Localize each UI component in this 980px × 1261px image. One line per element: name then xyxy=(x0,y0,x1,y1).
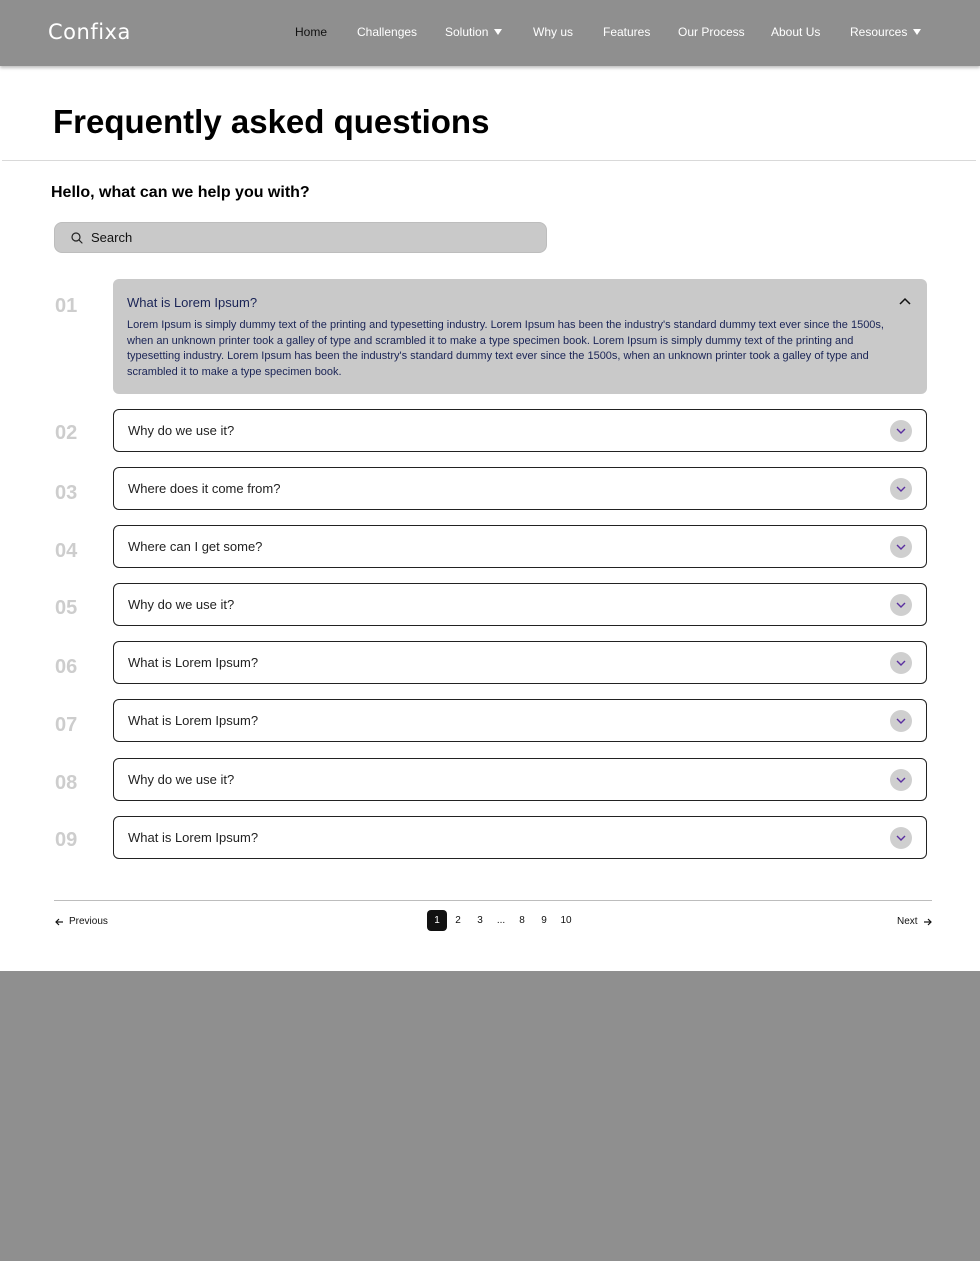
faq-question: What is Lorem Ipsum? xyxy=(128,713,259,728)
faq-number: 01 xyxy=(55,295,78,317)
previous-label: Previous xyxy=(69,916,108,927)
arrow-left-icon xyxy=(55,918,64,926)
faq-question: Where can I get some? xyxy=(128,539,263,554)
nav-item-home[interactable] xyxy=(295,25,327,39)
expand-button[interactable] xyxy=(890,827,912,849)
faq-item[interactable] xyxy=(113,699,927,742)
brand-logo[interactable]: Confixa xyxy=(48,20,131,44)
divider xyxy=(2,160,976,161)
expand-button[interactable] xyxy=(890,769,912,791)
nav-item-our-process[interactable] xyxy=(678,25,745,39)
expand-button[interactable] xyxy=(890,420,912,442)
expand-button[interactable] xyxy=(890,478,912,500)
faq-question: Why do we use it? xyxy=(128,772,235,787)
expand-button[interactable] xyxy=(890,652,912,674)
arrow-right-icon xyxy=(923,918,932,926)
page-title: Frequently asked questions xyxy=(53,103,490,140)
help-heading: Hello, what can we help you with? xyxy=(51,184,310,201)
nav-item-label: Challenges xyxy=(357,25,418,39)
faq-item-expanded xyxy=(113,279,927,394)
nav-item-label: About Us xyxy=(771,25,821,39)
expand-button[interactable] xyxy=(890,536,912,558)
chevron-down-icon xyxy=(896,718,906,724)
chevron-down-icon xyxy=(896,544,906,550)
faq-number: 09 xyxy=(55,829,78,851)
chevron-down-icon xyxy=(896,486,906,492)
previous-page-button[interactable] xyxy=(55,916,108,927)
nav-item-label: Solution xyxy=(445,25,489,39)
faq-question: Why do we use it? xyxy=(128,597,235,612)
chevron-down-icon xyxy=(896,602,906,608)
top-navbar xyxy=(0,0,980,66)
nav-item-label: Features xyxy=(603,25,651,39)
faq-item[interactable] xyxy=(113,467,927,510)
caret-down-icon xyxy=(913,29,921,35)
faq-item[interactable] xyxy=(113,525,927,568)
nav-item-resources[interactable] xyxy=(850,25,921,39)
page-button-10[interactable]: 10 xyxy=(560,915,572,926)
faq-item[interactable] xyxy=(113,641,927,684)
faq-question: Why do we use it? xyxy=(128,423,235,438)
faq-question[interactable]: What is Lorem Ipsum? xyxy=(127,295,258,310)
expand-button[interactable] xyxy=(890,710,912,732)
page-button-1[interactable]: 1 xyxy=(427,910,447,931)
page-button-8[interactable]: 8 xyxy=(519,915,525,926)
faq-question: Where does it come from? xyxy=(128,481,281,496)
search-icon xyxy=(71,232,83,244)
page-button-3[interactable]: 3 xyxy=(477,915,483,926)
next-label: Next xyxy=(897,916,918,927)
nav-item-challenges[interactable] xyxy=(357,25,417,39)
nav-item-label: Resources xyxy=(850,25,908,39)
nav-item-features[interactable] xyxy=(603,25,650,39)
nav-item-why-us[interactable] xyxy=(533,25,573,39)
chevron-down-icon xyxy=(896,428,906,434)
search-input[interactable] xyxy=(91,223,531,252)
faq-number: 04 xyxy=(55,540,78,562)
faq-item[interactable] xyxy=(113,816,927,859)
faq-answer: Lorem Ipsum is simply dummy text of the printing and typesetting industry. Lorem Ipsum has been the industry's standard dummy text ever since the 1500s, when an unknown printer took a galley of type and scrambled it to make a type specimen book. Lorem Ipsum is simply dummy text of the printing and typesetting industry. Lorem Ipsum has been the industry's standard dummy text ever since the 1500s, when an unknown printer took a galley of type and scrambled it to make a type specimen book. xyxy=(127,319,884,378)
faq-number: 05 xyxy=(55,597,78,619)
faq-number: 06 xyxy=(55,656,78,678)
nav-item-about-us[interactable] xyxy=(771,25,820,39)
faq-number: 02 xyxy=(55,422,78,444)
next-page-button[interactable] xyxy=(897,916,932,927)
faq-item[interactable] xyxy=(113,583,927,626)
faq-number: 03 xyxy=(55,482,78,504)
nav-item-label: Home xyxy=(295,25,328,39)
expand-button[interactable] xyxy=(890,594,912,616)
page-ellipsis: ... xyxy=(496,915,506,926)
nav-item-label: Our Process xyxy=(678,25,745,39)
search-box[interactable] xyxy=(54,222,547,253)
caret-down-icon xyxy=(494,29,502,35)
nav-item-solution[interactable] xyxy=(445,25,502,39)
faq-question: What is Lorem Ipsum? xyxy=(128,830,259,845)
faq-page xyxy=(0,66,980,971)
pagination-divider xyxy=(54,900,932,901)
page-button-9[interactable]: 9 xyxy=(541,915,547,926)
chevron-up-icon[interactable] xyxy=(899,297,911,305)
faq-number: 07 xyxy=(55,714,78,736)
page-button-2[interactable]: 2 xyxy=(455,915,461,926)
chevron-down-icon xyxy=(896,660,906,666)
faq-number: 08 xyxy=(55,772,78,794)
nav-item-label: Why us xyxy=(533,25,574,39)
chevron-down-icon xyxy=(896,777,906,783)
chevron-down-icon xyxy=(896,835,906,841)
faq-question: What is Lorem Ipsum? xyxy=(128,655,259,670)
faq-item[interactable] xyxy=(113,409,927,452)
faq-item[interactable] xyxy=(113,758,927,801)
